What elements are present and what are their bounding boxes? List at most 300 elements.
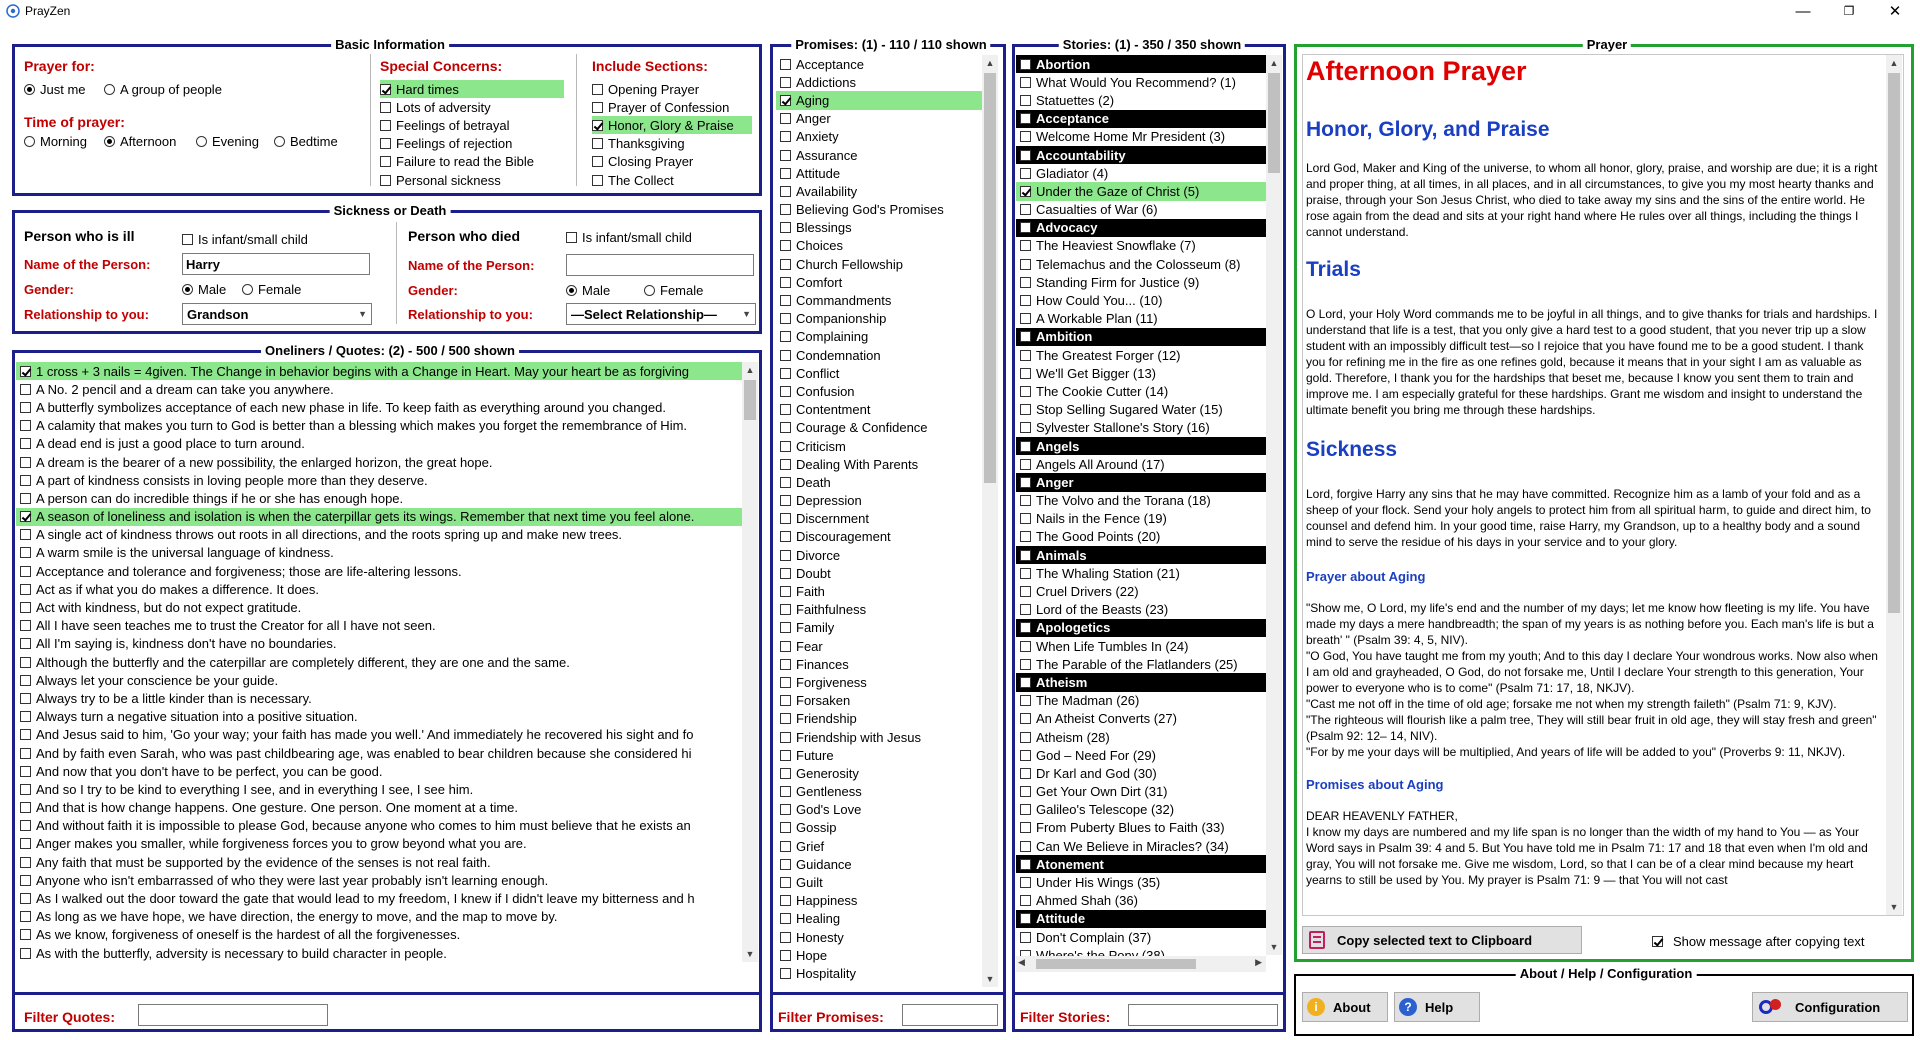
checkbox-icon[interactable] <box>20 602 31 613</box>
list-item[interactable] <box>776 746 982 764</box>
checkbox-icon[interactable] <box>780 786 791 797</box>
scroll-up-icon[interactable]: ▲ <box>1889 58 1899 68</box>
list-item[interactable] <box>1016 746 1266 764</box>
checkbox-icon[interactable] <box>780 368 791 379</box>
list-item[interactable] <box>16 689 742 707</box>
checkbox-icon[interactable] <box>1020 841 1031 852</box>
scroll-up-icon[interactable]: ▲ <box>1269 58 1279 68</box>
list-item[interactable] <box>776 237 982 255</box>
checkbox-icon[interactable] <box>1020 895 1031 906</box>
maximize-button[interactable]: ❐ <box>1843 4 1855 18</box>
checkbox-icon[interactable] <box>780 495 791 506</box>
checkbox-icon[interactable] <box>780 459 791 470</box>
checkbox-icon[interactable] <box>1020 350 1031 361</box>
list-item[interactable] <box>16 817 742 835</box>
checkbox-icon[interactable] <box>20 384 31 395</box>
checkbox-feelings-of-betrayal[interactable] <box>380 116 564 134</box>
help-button[interactable]: ? Help <box>1394 992 1480 1022</box>
checkbox-icon[interactable] <box>780 259 791 270</box>
list-item[interactable] <box>776 892 982 910</box>
scroll-down-icon[interactable]: ▼ <box>1269 942 1279 952</box>
list-item[interactable] <box>1016 582 1266 600</box>
list-item[interactable] <box>776 182 982 200</box>
stories-hscrollbar[interactable] <box>1016 956 1266 972</box>
checkbox-icon[interactable] <box>20 620 31 631</box>
checkbox-icon[interactable] <box>780 277 791 288</box>
checkbox-icon[interactable] <box>780 222 791 233</box>
checkbox-icon[interactable] <box>1020 586 1031 597</box>
checkbox-icon[interactable] <box>20 438 31 449</box>
checkbox-icon[interactable] <box>1020 786 1031 797</box>
list-group-header[interactable] <box>1016 473 1266 491</box>
checkbox-thanksgiving[interactable] <box>592 135 752 153</box>
promises-list[interactable] <box>776 55 982 987</box>
checkbox-icon[interactable] <box>780 604 791 615</box>
list-item[interactable] <box>776 582 982 600</box>
quotes-list[interactable] <box>16 362 742 962</box>
list-item[interactable] <box>16 617 742 635</box>
checkbox-icon[interactable] <box>780 877 791 888</box>
list-item[interactable] <box>1016 710 1266 728</box>
checkbox-icon[interactable] <box>1020 659 1031 670</box>
list-item[interactable] <box>776 946 982 964</box>
configuration-button[interactable]: Configuration <box>1752 992 1908 1022</box>
list-item[interactable] <box>1016 928 1266 946</box>
list-group-header[interactable] <box>1016 146 1266 164</box>
list-item[interactable] <box>776 601 982 619</box>
list-item[interactable] <box>776 201 982 219</box>
scroll-down-icon[interactable]: ▼ <box>745 949 755 959</box>
list-item[interactable] <box>16 799 742 817</box>
list-item[interactable] <box>776 564 982 582</box>
checkbox-icon[interactable] <box>20 893 31 904</box>
list-item[interactable] <box>1016 364 1266 382</box>
copy-to-clipboard-button[interactable]: Copy selected text to Clipboard <box>1302 926 1582 954</box>
checkbox-icon[interactable] <box>1020 404 1031 415</box>
list-item[interactable] <box>16 944 742 962</box>
checkbox-icon[interactable] <box>1020 932 1031 943</box>
list-item[interactable] <box>776 764 982 782</box>
died-male-radio[interactable]: Male <box>566 283 610 298</box>
filter-promises-input[interactable] <box>902 1004 998 1026</box>
list-item[interactable] <box>776 401 982 419</box>
checkbox-icon[interactable] <box>780 750 791 761</box>
checkbox-icon[interactable] <box>780 822 791 833</box>
list-item[interactable] <box>1016 728 1266 746</box>
scroll-thumb[interactable] <box>984 73 996 483</box>
checkbox-icon[interactable] <box>780 913 791 924</box>
checkbox-icon[interactable] <box>1020 150 1031 161</box>
list-item[interactable] <box>776 855 982 873</box>
list-item[interactable] <box>1016 510 1266 528</box>
checkbox-icon[interactable] <box>780 531 791 542</box>
checkbox-icon[interactable] <box>780 968 791 979</box>
checkbox-icon[interactable] <box>1020 331 1031 342</box>
list-item[interactable] <box>1016 73 1266 91</box>
checkbox-icon[interactable] <box>780 77 791 88</box>
scroll-thumb[interactable] <box>1036 959 1196 969</box>
checkbox-icon[interactable] <box>780 659 791 670</box>
checkbox-icon[interactable] <box>780 713 791 724</box>
list-item[interactable] <box>776 146 982 164</box>
checkbox-icon[interactable] <box>1020 513 1031 524</box>
checkbox-icon[interactable] <box>1020 768 1031 779</box>
close-button[interactable]: ✕ <box>1888 3 1902 20</box>
checkbox-icon[interactable] <box>1020 386 1031 397</box>
list-item[interactable] <box>16 671 742 689</box>
list-item[interactable] <box>776 546 982 564</box>
minimize-button[interactable]: — <box>1795 2 1811 20</box>
checkbox-icon[interactable] <box>780 568 791 579</box>
list-item[interactable] <box>1016 310 1266 328</box>
list-item[interactable] <box>776 873 982 891</box>
list-item[interactable] <box>16 562 742 580</box>
list-item[interactable] <box>776 273 982 291</box>
checkbox-icon[interactable] <box>1020 495 1031 506</box>
checkbox-icon[interactable] <box>20 766 31 777</box>
checkbox-icon[interactable] <box>1020 622 1031 633</box>
list-item[interactable] <box>16 635 742 653</box>
checkbox-icon[interactable] <box>20 748 31 759</box>
checkbox-hard-times[interactable] <box>380 80 564 98</box>
list-group-header[interactable] <box>1016 673 1266 691</box>
filter-quotes-input[interactable] <box>138 1004 328 1026</box>
list-item[interactable] <box>776 164 982 182</box>
list-item[interactable] <box>776 437 982 455</box>
checkbox-icon[interactable] <box>20 911 31 922</box>
checkbox-opening-prayer[interactable] <box>592 80 752 98</box>
checkbox-icon[interactable] <box>780 950 791 961</box>
list-item[interactable] <box>1016 637 1266 655</box>
checkbox-icon[interactable] <box>1020 277 1031 288</box>
checkbox-the-collect[interactable] <box>592 171 752 189</box>
checkbox-icon[interactable] <box>780 859 791 870</box>
list-item[interactable] <box>16 871 742 889</box>
checkbox-icon[interactable] <box>20 657 31 668</box>
checkbox-icon[interactable] <box>20 547 31 558</box>
checkbox-icon[interactable] <box>780 313 791 324</box>
checkbox-lots-of-adversity[interactable] <box>380 98 564 116</box>
list-item[interactable] <box>16 453 742 471</box>
list-item[interactable] <box>1016 128 1266 146</box>
scroll-down-icon[interactable]: ▼ <box>1889 902 1899 912</box>
list-item[interactable] <box>776 219 982 237</box>
checkbox-icon[interactable] <box>1020 295 1031 306</box>
list-item[interactable] <box>16 508 742 526</box>
list-item[interactable] <box>776 473 982 491</box>
show-message-checkbox[interactable]: Show message after copying text <box>1652 934 1865 949</box>
checkbox-icon[interactable] <box>20 948 31 959</box>
list-item[interactable] <box>1016 419 1266 437</box>
checkbox-icon[interactable] <box>1020 804 1031 815</box>
checkbox-icon[interactable] <box>780 768 791 779</box>
checkbox-icon[interactable] <box>20 729 31 740</box>
scroll-thumb[interactable] <box>744 380 756 420</box>
checkbox-icon[interactable] <box>20 638 31 649</box>
list-item[interactable] <box>776 91 982 109</box>
checkbox-icon[interactable] <box>1020 477 1031 488</box>
list-item[interactable] <box>16 889 742 907</box>
checkbox-icon[interactable] <box>780 441 791 452</box>
list-item[interactable] <box>776 637 982 655</box>
ill-male-radio[interactable]: Male <box>182 282 226 297</box>
checkbox-icon[interactable] <box>780 732 791 743</box>
list-group-header[interactable] <box>1016 219 1266 237</box>
just-me-radio[interactable]: Just me <box>24 82 86 97</box>
checkbox-icon[interactable] <box>1020 168 1031 179</box>
scroll-left-icon[interactable]: ◀ <box>1018 957 1025 967</box>
checkbox-icon[interactable] <box>1020 859 1031 870</box>
list-item[interactable] <box>16 380 742 398</box>
list-group-header[interactable] <box>1016 328 1266 346</box>
checkbox-icon[interactable] <box>20 875 31 886</box>
list-item[interactable] <box>1016 873 1266 891</box>
list-item[interactable] <box>1016 401 1266 419</box>
checkbox-icon[interactable] <box>780 641 791 652</box>
list-item[interactable] <box>776 910 982 928</box>
died-female-radio[interactable]: Female <box>644 283 703 298</box>
checkbox-icon[interactable] <box>1020 877 1031 888</box>
checkbox-icon[interactable] <box>780 677 791 688</box>
list-item[interactable] <box>16 489 742 507</box>
list-item[interactable] <box>776 710 982 728</box>
checkbox-icon[interactable] <box>780 295 791 306</box>
list-item[interactable] <box>1016 255 1266 273</box>
list-item[interactable] <box>16 853 742 871</box>
checkbox-icon[interactable] <box>20 420 31 431</box>
list-item[interactable] <box>16 653 742 671</box>
checkbox-icon[interactable] <box>780 59 791 70</box>
list-item[interactable] <box>1016 655 1266 673</box>
checkbox-icon[interactable] <box>1020 531 1031 542</box>
checkbox-icon[interactable] <box>780 477 791 488</box>
list-item[interactable] <box>1016 601 1266 619</box>
prayer-text[interactable] <box>1306 56 1884 914</box>
checkbox-icon[interactable] <box>780 113 791 124</box>
checkbox-personal-sickness[interactable] <box>380 171 564 189</box>
checkbox-icon[interactable] <box>1020 59 1031 70</box>
list-item[interactable] <box>1016 346 1266 364</box>
list-item[interactable] <box>16 908 742 926</box>
list-item[interactable] <box>1016 692 1266 710</box>
list-item[interactable] <box>16 835 742 853</box>
list-item[interactable] <box>776 692 982 710</box>
stories-scrollbar[interactable] <box>1266 55 1282 955</box>
checkbox-icon[interactable] <box>1020 822 1031 833</box>
checkbox-icon[interactable] <box>1020 750 1031 761</box>
list-item[interactable] <box>1016 819 1266 837</box>
list-item[interactable] <box>1016 201 1266 219</box>
checkbox-icon[interactable] <box>1020 368 1031 379</box>
list-item[interactable] <box>1016 164 1266 182</box>
prayer-scrollbar[interactable] <box>1886 55 1902 915</box>
checkbox-icon[interactable] <box>780 622 791 633</box>
checkbox-icon[interactable] <box>780 331 791 342</box>
checkbox-icon[interactable] <box>780 804 791 815</box>
about-button[interactable]: i About <box>1302 992 1388 1022</box>
checkbox-icon[interactable] <box>780 841 791 852</box>
checkbox-icon[interactable] <box>1020 550 1031 561</box>
list-item[interactable] <box>16 580 742 598</box>
list-item[interactable] <box>1016 564 1266 582</box>
checkbox-icon[interactable] <box>20 929 31 940</box>
list-item[interactable] <box>1016 492 1266 510</box>
list-item[interactable] <box>776 73 982 91</box>
checkbox-icon[interactable] <box>1020 441 1031 452</box>
list-item[interactable] <box>1016 455 1266 473</box>
died-infant-checkbox[interactable]: Is infant/small child <box>566 230 692 245</box>
list-item[interactable] <box>1016 801 1266 819</box>
checkbox-icon[interactable] <box>1020 77 1031 88</box>
list-item[interactable] <box>776 655 982 673</box>
list-item[interactable] <box>776 528 982 546</box>
afternoon-radio[interactable]: Afternoon <box>104 134 176 149</box>
checkbox-checked-icon[interactable] <box>20 511 31 522</box>
checkbox-icon[interactable] <box>20 838 31 849</box>
list-group-header[interactable] <box>1016 910 1266 928</box>
checkbox-icon[interactable] <box>20 693 31 704</box>
list-group-header[interactable] <box>1016 55 1266 73</box>
checkbox-icon[interactable] <box>780 422 791 433</box>
checkbox-icon[interactable] <box>780 150 791 161</box>
list-group-header[interactable] <box>1016 855 1266 873</box>
list-item[interactable] <box>1016 91 1266 109</box>
checkbox-checked-icon[interactable] <box>20 366 31 377</box>
checkbox-honor-glory-praise[interactable] <box>592 116 752 134</box>
checkbox-icon[interactable] <box>780 586 791 597</box>
list-item[interactable] <box>776 801 982 819</box>
list-item[interactable] <box>1016 783 1266 801</box>
list-item[interactable] <box>1016 182 1266 200</box>
checkbox-icon[interactable] <box>780 932 791 943</box>
list-item[interactable] <box>16 398 742 416</box>
list-item[interactable] <box>776 419 982 437</box>
ill-infant-checkbox[interactable]: Is infant/small child <box>182 232 308 247</box>
list-item[interactable] <box>1016 273 1266 291</box>
list-item[interactable] <box>1016 291 1266 309</box>
scroll-up-icon[interactable]: ▲ <box>985 58 995 68</box>
checkbox-icon[interactable] <box>20 820 31 831</box>
checkbox-icon[interactable] <box>1020 204 1031 215</box>
list-item[interactable] <box>16 471 742 489</box>
morning-radio[interactable]: Morning <box>24 134 87 149</box>
checkbox-icon[interactable] <box>1020 422 1031 433</box>
list-item[interactable] <box>776 110 982 128</box>
list-group-header[interactable] <box>1016 437 1266 455</box>
list-item[interactable] <box>776 492 982 510</box>
checkbox-icon[interactable] <box>780 895 791 906</box>
group-radio[interactable]: A group of people <box>104 82 222 97</box>
checkbox-icon[interactable] <box>20 493 31 504</box>
list-item[interactable] <box>1016 764 1266 782</box>
list-item[interactable] <box>16 435 742 453</box>
filter-stories-input[interactable] <box>1128 1004 1278 1026</box>
checkbox-icon[interactable] <box>780 386 791 397</box>
list-item[interactable] <box>16 362 742 380</box>
checkbox-icon[interactable] <box>1020 677 1031 688</box>
checkbox-icon[interactable] <box>20 529 31 540</box>
list-item[interactable] <box>776 455 982 473</box>
died-relationship-select[interactable]: —Select Relationship— ▼ <box>566 303 756 325</box>
checkbox-icon[interactable] <box>1020 641 1031 652</box>
checkbox-icon[interactable] <box>20 784 31 795</box>
checkbox-icon[interactable] <box>1020 131 1031 142</box>
list-item[interactable] <box>776 346 982 364</box>
list-item[interactable] <box>776 619 982 637</box>
checkbox-icon[interactable] <box>1020 313 1031 324</box>
list-group-header[interactable] <box>1016 110 1266 128</box>
list-item[interactable] <box>16 744 742 762</box>
checkbox-icon[interactable] <box>780 186 791 197</box>
checkbox-icon[interactable] <box>1020 240 1031 251</box>
list-item[interactable] <box>776 310 982 328</box>
checkbox-icon[interactable] <box>20 475 31 486</box>
list-item[interactable] <box>16 544 742 562</box>
died-name-input[interactable] <box>566 254 754 276</box>
list-item[interactable] <box>1016 528 1266 546</box>
scroll-up-icon[interactable]: ▲ <box>745 365 755 375</box>
list-item[interactable] <box>776 837 982 855</box>
list-item[interactable] <box>16 708 742 726</box>
scroll-thumb[interactable] <box>1888 73 1900 613</box>
checkbox-icon[interactable] <box>1020 732 1031 743</box>
list-item[interactable] <box>776 364 982 382</box>
list-item[interactable] <box>776 819 982 837</box>
checkbox-checked-icon[interactable] <box>780 95 791 106</box>
checkbox-icon[interactable] <box>780 513 791 524</box>
list-item[interactable] <box>16 526 742 544</box>
list-item[interactable] <box>16 762 742 780</box>
checkbox-icon[interactable] <box>1020 459 1031 470</box>
list-item[interactable] <box>776 328 982 346</box>
list-item[interactable] <box>1016 837 1266 855</box>
checkbox-icon[interactable] <box>20 584 31 595</box>
evening-radio[interactable]: Evening <box>196 134 259 149</box>
ill-female-radio[interactable]: Female <box>242 282 301 297</box>
list-item[interactable] <box>1016 237 1266 255</box>
ill-relationship-select[interactable]: Grandson ▼ <box>182 303 372 325</box>
promises-scrollbar[interactable] <box>982 55 998 987</box>
checkbox-icon[interactable] <box>780 404 791 415</box>
bedtime-radio[interactable]: Bedtime <box>274 134 338 149</box>
checkbox-closing-prayer[interactable] <box>592 153 752 171</box>
checkbox-icon[interactable] <box>20 802 31 813</box>
checkbox-icon[interactable] <box>1020 604 1031 615</box>
checkbox-icon[interactable] <box>780 204 791 215</box>
checkbox-feelings-of-rejection[interactable] <box>380 135 564 153</box>
list-item[interactable] <box>776 964 982 982</box>
scroll-down-icon[interactable]: ▼ <box>985 974 995 984</box>
list-item[interactable] <box>776 382 982 400</box>
list-item[interactable] <box>776 728 982 746</box>
list-item[interactable] <box>776 783 982 801</box>
stories-list[interactable] <box>1016 55 1266 955</box>
checkbox-icon[interactable] <box>20 566 31 577</box>
checkbox-icon[interactable] <box>1020 695 1031 706</box>
list-item[interactable] <box>1016 382 1266 400</box>
list-item[interactable] <box>16 926 742 944</box>
checkbox-icon[interactable] <box>1020 568 1031 579</box>
checkbox-icon[interactable] <box>780 695 791 706</box>
quotes-scrollbar[interactable] <box>742 362 758 962</box>
list-item[interactable] <box>776 291 982 309</box>
list-item[interactable] <box>776 128 982 146</box>
list-item[interactable] <box>776 55 982 73</box>
list-item[interactable] <box>16 780 742 798</box>
checkbox-icon[interactable] <box>780 131 791 142</box>
list-item[interactable] <box>16 598 742 616</box>
checkbox-checked-icon[interactable] <box>1020 186 1031 197</box>
